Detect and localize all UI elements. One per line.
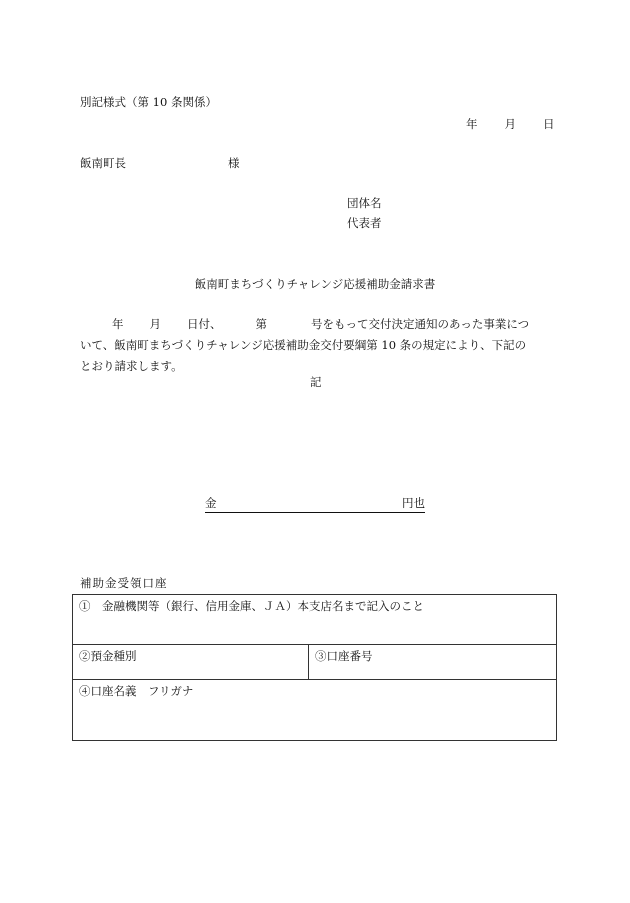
body-line-2: いて、飯南町まちづくりチャレンジ応援補助金交付要綱第 10 条の規定により、下記の: [80, 338, 527, 352]
account-number-cell: [309, 645, 557, 680]
amount-prefix: 金: [205, 496, 217, 510]
amount-suffix: 円也: [402, 496, 425, 510]
account-number-label: ③口座番号: [315, 649, 373, 663]
bank-cell: [73, 595, 557, 645]
ki-heading: 記: [310, 375, 322, 389]
body-line-3: とおり請求します。: [80, 359, 183, 373]
body-line-1: [80, 314, 552, 335]
body-year: 年: [112, 317, 124, 331]
body-month: 月: [149, 317, 161, 331]
amount-line: [205, 498, 425, 513]
date-year: 年: [466, 117, 478, 131]
form-label: 別記様式（第 10 条関係）: [80, 95, 217, 109]
table-row: [73, 595, 557, 645]
org-name-label: 団体名: [347, 196, 382, 210]
account-caption: 補助金受領口座: [80, 576, 168, 590]
account-table: [72, 594, 557, 741]
body-dai: 第: [255, 317, 267, 331]
account-holder-cell: [73, 680, 557, 741]
date-month: 月: [504, 117, 516, 131]
table-row: [73, 680, 557, 741]
representative-label: 代表者: [347, 216, 382, 230]
account-holder-label: ④口座名義 フリガナ: [79, 684, 194, 698]
date-day: 日: [543, 117, 555, 131]
document-title: 飯南町まちづくりチャレンジ応援補助金請求書: [194, 277, 436, 291]
body-day: 日付、: [187, 317, 222, 331]
deposit-type-label: ②預金種別: [79, 649, 137, 663]
table-row: [73, 645, 557, 680]
date-line: [466, 119, 555, 131]
bank-label: ① 金融機関等（銀行、信用金庫、ＪＡ）本支店名まで記入のこと: [79, 599, 424, 613]
addressee: 飯南町長: [80, 156, 126, 170]
body-line1-rest: 号をもって交付決定通知のあった事業につ: [311, 317, 530, 331]
deposit-type-cell: [73, 645, 309, 680]
addressee-suffix: 様: [228, 156, 240, 170]
